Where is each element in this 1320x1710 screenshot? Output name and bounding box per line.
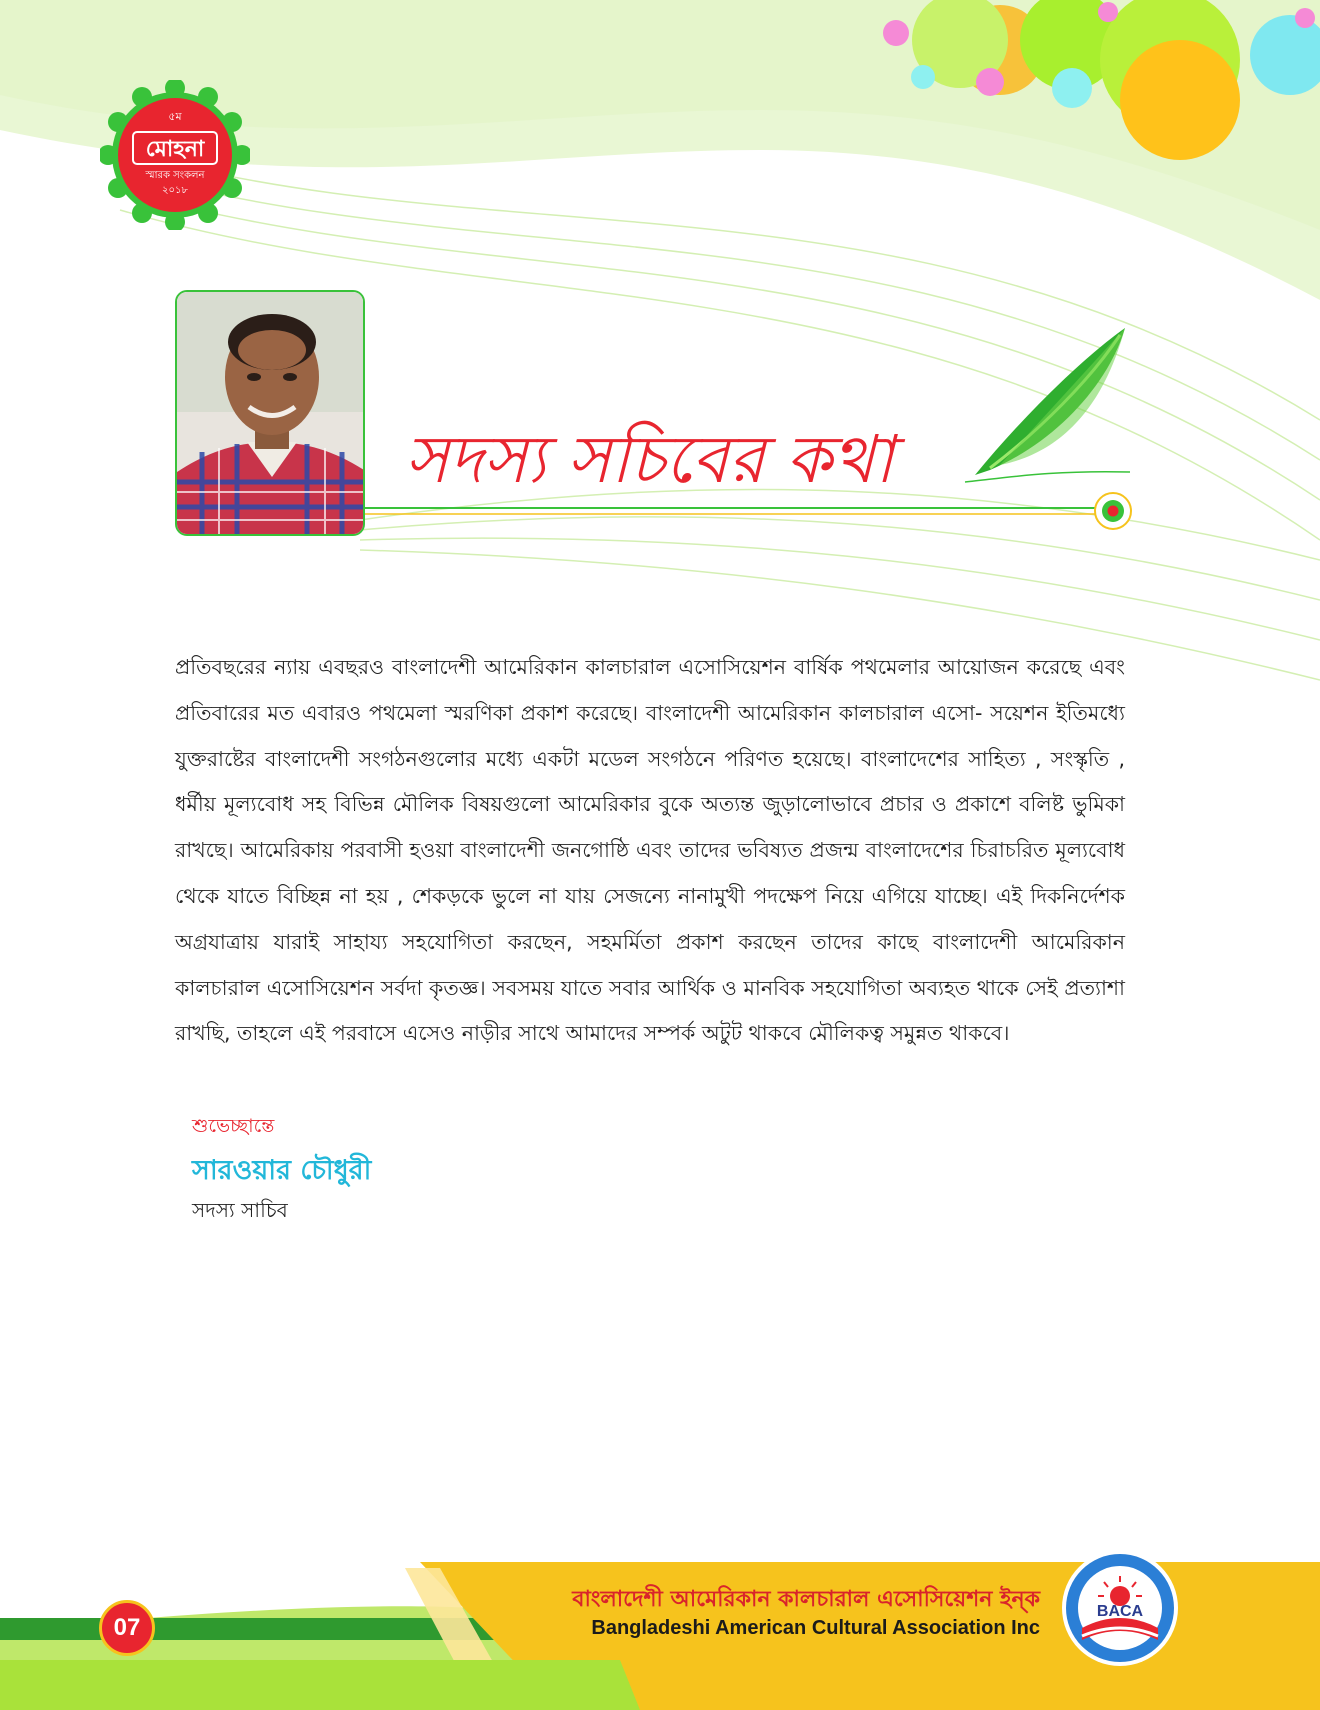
logo-text: BACA xyxy=(1096,1603,1144,1620)
badge-title: মোহনা xyxy=(145,137,205,162)
page-title: সদস্য সচিবের কথা xyxy=(405,421,894,498)
badge-subtitle: স্মারক সংকলন xyxy=(145,170,205,181)
closing-text: শুভেচ্ছান্তে xyxy=(192,1115,275,1137)
footer-org-bangla: বাংলাদেশী আমেরিকান কালচারাল এসোসিয়েশন ইন্ক xyxy=(572,1587,1040,1612)
portrait-image xyxy=(177,292,365,536)
signer-name: সারওয়ার চৌধুরী xyxy=(192,1155,372,1186)
signer-role: সদস্য সাচিব xyxy=(192,1198,288,1222)
page-number: 07 xyxy=(99,1600,155,1656)
badge-edition: ৫ম xyxy=(168,110,182,123)
badge-year: ২০১৮ xyxy=(162,185,188,196)
message-body: প্রতিবছরের ন্যায় এবছরও বাংলাদেশী আমেরিকান কালচারাল এসোসিয়েশন বার্ষিক পথমেলার আয়োজন করেছে এবং প্রতিবারের মত এবারও পথমেলা স্মরণিকা প্রকাশ করেছে। বাংলাদেশী আমেরিকান কালচারাল এসো- সয়েশন ইতিমধ্যে যুক্তরাষ্টের বাংলাদেশী সংগঠনগুলোর মধ্যে একটা মডেল সংগঠনে পরিণত হয়েছে। বাংলাদেশের সাহিত্য , সংস্কৃতি , ধর্মীয় মূল্যবোধ সহ বিভিন্ন মৌলিক বিষয়গুলো আমেরিকার বুকে অত্যন্ত জুড়ালোভাবে প্রচার ও প্রকাশে বলিষ্ট ভুমিকা রাখছে। আমেরিকায় পরবাসী হওয়া বাংলাদেশী জনগোষ্ঠি এবং তাদের ভবিষ্যত প্রজন্ম বাংলাদেশের চিরাচরিত মূল্যবোধ থেকে যাতে বিচ্ছিন্ন না হয় , শেকড়কে ভুলে না যায় সেজন্যে নানামুখী পদক্ষেপ নিয়ে এগিয়ে যাচ্ছে। এই দিকনির্দেশক অগ্রযাত্রায় যারাই সাহায্য সহযোগিতা করছেন, সহমর্মিতা প্রকাশ করছেন তাদের কাছে বাংলাদেশী আমেরিকান কালচারাল এসোসিয়েশন সর্বদা কৃতজ্ঞ। সবসময় যাতে সবার আর্থিক ও মানবিক সহযোগিতা অব্যহত থাকে সেই প্রত্যাশা রাখছি, তাহলে এই পরবাসে এসেও নাড়ীর সাথে আমাদের সম্পর্ক অটুট থাকবে মৌলিকত্ব সমুন্নত থাকবে। xyxy=(175,655,1125,1046)
souvenir-badge xyxy=(100,80,250,230)
baca-logo xyxy=(1060,1548,1180,1668)
footer-org-english: Bangladeshi American Cultural Association Inc xyxy=(591,1617,1040,1639)
author-photo xyxy=(175,290,365,536)
